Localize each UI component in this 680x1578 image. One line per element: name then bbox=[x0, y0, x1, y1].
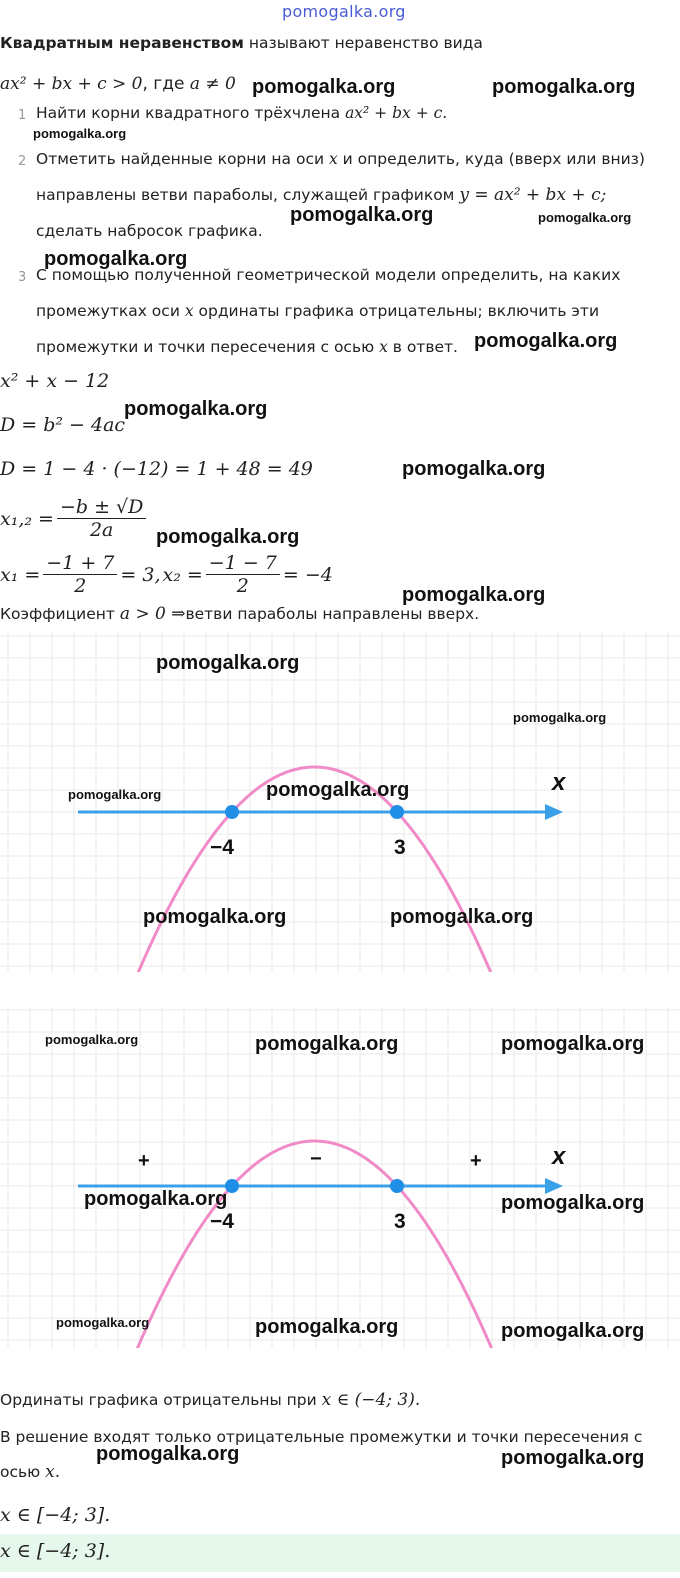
root-point-left bbox=[225, 805, 239, 819]
watermark: pomogalka.org bbox=[96, 1443, 240, 1465]
root-label-left: −4 bbox=[210, 836, 234, 859]
watermark: pomogalka.org bbox=[143, 906, 287, 928]
watermark: pomogalka.org bbox=[33, 126, 127, 141]
x1-denominator: 2 bbox=[74, 575, 87, 597]
watermark: pomogalka.org bbox=[84, 1188, 228, 1210]
root-label-right: 3 bbox=[394, 1210, 406, 1233]
roots-numerator: −b ± √D bbox=[57, 496, 146, 519]
step-number: 1 bbox=[18, 108, 27, 123]
step-1-formula: ax² + bx + c. bbox=[345, 104, 448, 122]
answer-line: x ∈ [−4; 3]. bbox=[0, 1504, 111, 1526]
definition-rest: называют неравенство вида bbox=[243, 34, 483, 52]
roots-values bbox=[0, 552, 333, 597]
definition-condition: a ≠ 0 bbox=[189, 74, 236, 94]
step-number: 2 bbox=[18, 154, 27, 169]
x1-numerator: −1 + 7 bbox=[43, 552, 117, 575]
sign-right: + bbox=[470, 1150, 482, 1172]
sign-left: + bbox=[138, 1150, 150, 1172]
step-2-line-2: направлены ветви параболы, служащей графиком y = ax² + bx + c; bbox=[36, 185, 607, 205]
watermark: pomogalka.org bbox=[266, 779, 410, 801]
final-answer: x ∈ [−4; 3]. bbox=[0, 1534, 680, 1572]
grid bbox=[0, 632, 680, 972]
coefficient-line: Коэффициент a > 0 ⇒ветви параболы направлены вверх. bbox=[0, 604, 480, 624]
x2-lhs: x₂ = bbox=[162, 563, 203, 586]
x2-numerator: −1 − 7 bbox=[206, 552, 280, 575]
watermark: pomogalka.org bbox=[474, 330, 618, 352]
definition-where: , где bbox=[142, 74, 190, 94]
step-2-line-3: сделать набросок графика. bbox=[36, 222, 263, 240]
roots-denominator: 2a bbox=[89, 519, 114, 541]
watermark: pomogalka.org bbox=[156, 652, 300, 674]
watermark: pomogalka.org bbox=[390, 906, 534, 928]
parabola-graph-2 bbox=[0, 1008, 680, 1348]
x-axis-arrow bbox=[545, 804, 563, 820]
roots-formula bbox=[0, 496, 149, 541]
watermark: pomogalka.org bbox=[538, 210, 632, 225]
conclusion-line-1: Ординаты графика отрицательны при x ∈ (−4; 3). bbox=[0, 1390, 421, 1410]
polynomial: x² + x − 12 bbox=[0, 370, 110, 392]
step-3-line-1: С помощью полученной геометрической модели определить, на каких bbox=[36, 266, 621, 284]
x2-value: = −4 bbox=[282, 563, 333, 586]
watermark: pomogalka.org bbox=[492, 76, 636, 98]
x2-denominator: 2 bbox=[236, 575, 249, 597]
watermark: pomogalka.org bbox=[124, 398, 268, 420]
watermark: pomogalka.org bbox=[56, 1315, 150, 1330]
watermark: pomogalka.org bbox=[501, 1033, 645, 1055]
watermark: pomogalka.org bbox=[501, 1320, 645, 1342]
conclusion-line-2: В решение входят только отрицательные промежутки и точки пересечения с bbox=[0, 1428, 643, 1446]
axis-label-x: x bbox=[552, 1143, 566, 1170]
watermark: pomogalka.org bbox=[290, 204, 434, 226]
step-text bbox=[36, 104, 447, 123]
root-point-right bbox=[390, 805, 404, 819]
x1-lhs: x₁ = bbox=[0, 563, 41, 586]
watermark: pomogalka.org bbox=[252, 76, 396, 98]
definition-formula-line bbox=[0, 74, 236, 94]
watermark: pomogalka.org bbox=[501, 1192, 645, 1214]
watermark: pomogalka.org bbox=[44, 248, 188, 270]
sign-middle: − bbox=[310, 1148, 322, 1170]
step-3-line-2: промежутках оси x ординаты графика отрицательны; включить эти bbox=[36, 302, 600, 320]
conclusion-line-3: осью x. bbox=[0, 1462, 61, 1482]
watermark: pomogalka.org bbox=[156, 526, 300, 548]
step-3-line-3: промежутки и точки пересечения с осью x в ответ. bbox=[36, 338, 458, 356]
step-2-line-1: Отметить найденные корни на оси x и определить, куда (вверх или вниз) bbox=[36, 150, 645, 168]
discriminant-calc: D = 1 − 4 · (−12) = 1 + 48 = 49 bbox=[0, 458, 313, 480]
definition-formula: ax² + bx + c > 0 bbox=[0, 74, 143, 94]
axis-label-x: x bbox=[552, 769, 566, 796]
roots-lhs: x₁,₂ = bbox=[0, 507, 54, 530]
watermark: pomogalka.org bbox=[402, 584, 546, 606]
definition-term: Квадратным неравенством bbox=[0, 34, 244, 52]
step-number: 3 bbox=[18, 270, 27, 285]
x1-value: = 3, bbox=[120, 563, 161, 586]
watermark: pomogalka.org bbox=[501, 1447, 645, 1469]
step-1-text: Найти корни квадратного трёхчлена bbox=[36, 104, 346, 122]
parabola-graph-1 bbox=[0, 632, 680, 972]
grid bbox=[0, 1008, 680, 1348]
watermark: pomogalka.org bbox=[68, 787, 162, 802]
site-link[interactable]: pomogalka.org bbox=[282, 2, 406, 21]
root-label-left: −4 bbox=[210, 1210, 234, 1233]
watermark: pomogalka.org bbox=[255, 1316, 399, 1338]
watermark: pomogalka.org bbox=[402, 458, 546, 480]
root-label-right: 3 bbox=[394, 836, 406, 859]
root-point-right bbox=[390, 1179, 404, 1193]
definition-line bbox=[0, 34, 483, 52]
watermark: pomogalka.org bbox=[45, 1032, 139, 1047]
watermark: pomogalka.org bbox=[513, 710, 607, 725]
watermark: pomogalka.org bbox=[255, 1033, 399, 1055]
discriminant-formula: D = b² − 4ac bbox=[0, 414, 126, 436]
